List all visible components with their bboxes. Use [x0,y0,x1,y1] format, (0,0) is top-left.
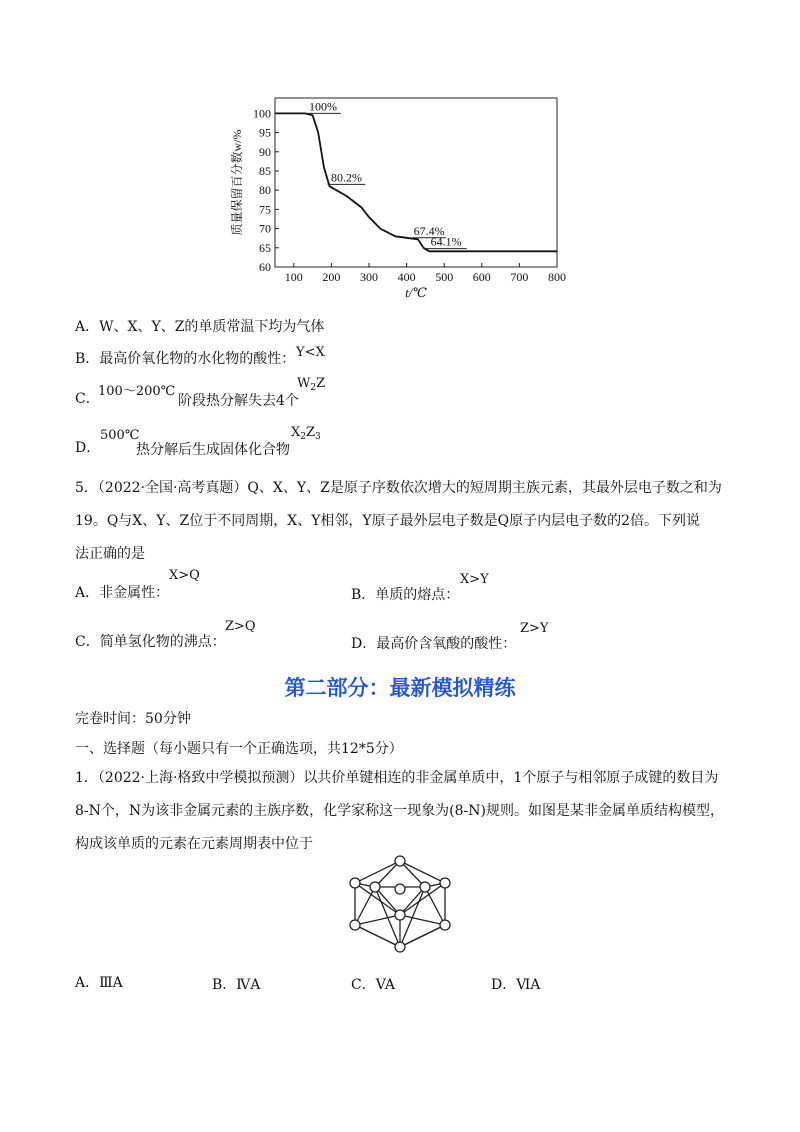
q5-option-a-formula: X>Q [169,568,200,583]
q5-option-d-formula: Z>Y [520,621,549,636]
annotation-label: 64.1% [430,234,462,249]
q4-option-c-letter: C． [75,391,100,407]
q4-option-d-temp: 500℃ [100,428,140,443]
y-tick-label: 80 [259,183,271,198]
q4-option-c-formula: $W_2Z$ [297,376,326,393]
q5-stem-line1: 5．（2022·全国·高考真题）Q、X、Y、Z是原子序数依次增大的短周期主族元素，其最外层电子数之和为 [75,480,722,496]
mass-retention-chart [225,90,575,305]
q4-option-d-letter: D． [75,440,101,456]
y-tick-label: 60 [259,260,271,274]
q4-option-b-label: B．最高价氧化物的水化物的酸性： [75,351,296,367]
q1-option-d: D．ⅥA [491,977,541,993]
q5-stem-line2: 19。Q与X、Y、Z位于不同周期，X、Y相邻，Y原子最外层电子数是Q原子内层电子数的2倍。下列说 [75,513,701,529]
x-tick-label: 400 [397,270,416,284]
q4-option-b [75,350,295,368]
x-tick-label: 800 [548,270,566,284]
x-tick-label: 200 [322,270,341,284]
q1-option-a: A．ⅢA [75,975,123,991]
y-tick-label: 70 [259,221,271,236]
q4-option-d-formula: $X_2Z_3$ [291,425,321,442]
q5-option-c-formula: Z>Q [225,619,256,634]
y-tick-label: 100 [253,106,271,121]
annotation-label: 100% [308,99,337,114]
molecule-structure-model [345,853,455,953]
q1-option-c: C．VA [351,977,395,993]
q5-option-a: A．非金属性： [75,585,170,601]
q1-stem-line1: 1．（2022·上海·格致中学模拟预测）以共价单键相连的非金属单质中，1个原子与相邻原子成键的数目为 [75,770,719,786]
q4-option-b-formula: Y<X [296,345,325,360]
y-tick-label: 75 [259,202,271,217]
q1-option-b: B．ⅣA [212,977,261,993]
q1-stem-line2: 8-N个，N为该非金属元素的主族序数，化学家称这一现象为(8-N)规则。如图是某非金属单质结构模型， [75,803,724,819]
q5-option-b-formula: X>Y [460,572,489,587]
q4-option-a: A．W、X、Y、Z的单质常温下均为气体 [75,319,325,335]
plot-frame [275,98,557,267]
annotation-label: 80.2% [330,170,362,185]
part1-heading: 一、选择题（每小题只有一个正确选项，共12*5分） [75,741,403,757]
section-title: 第二部分：最新模拟精练 [284,676,516,700]
x-axis-label: t/℃ [405,285,427,300]
q5-option-b: B．单质的熔点： [351,587,460,603]
y-axis-label: 质量保留百分数w/% [230,129,244,236]
q1-stem-line3: 构成该单质的元素在元素周期表中位于 [75,836,313,852]
q5-option-d: D．最高价含氧酸的酸性： [351,636,517,652]
q5-option-c: C．简单氢化物的沸点： [75,634,226,650]
time-note: 完卷时间：50分钟 [75,711,191,727]
x-tick-label: 100 [284,270,303,284]
x-tick-label: 300 [360,270,378,284]
x-tick-label: 700 [510,270,529,284]
y-tick-label: 85 [259,163,271,178]
x-tick-label: 500 [435,270,454,284]
q4-option-c-label: 阶段热分解失去4个 [178,393,299,409]
y-tick-label: 65 [259,240,271,255]
q5-stem-line3: 法正确的是 [75,546,145,562]
y-tick-label: 95 [259,125,271,140]
x-tick-label: 600 [472,270,491,284]
q4-option-c-temp: 100～200℃ [98,384,176,399]
y-tick-label: 90 [259,144,271,159]
q4-option-d-label: 热分解后生成固体化合物 [136,442,290,458]
annotation-label: 67.4% [413,223,445,238]
